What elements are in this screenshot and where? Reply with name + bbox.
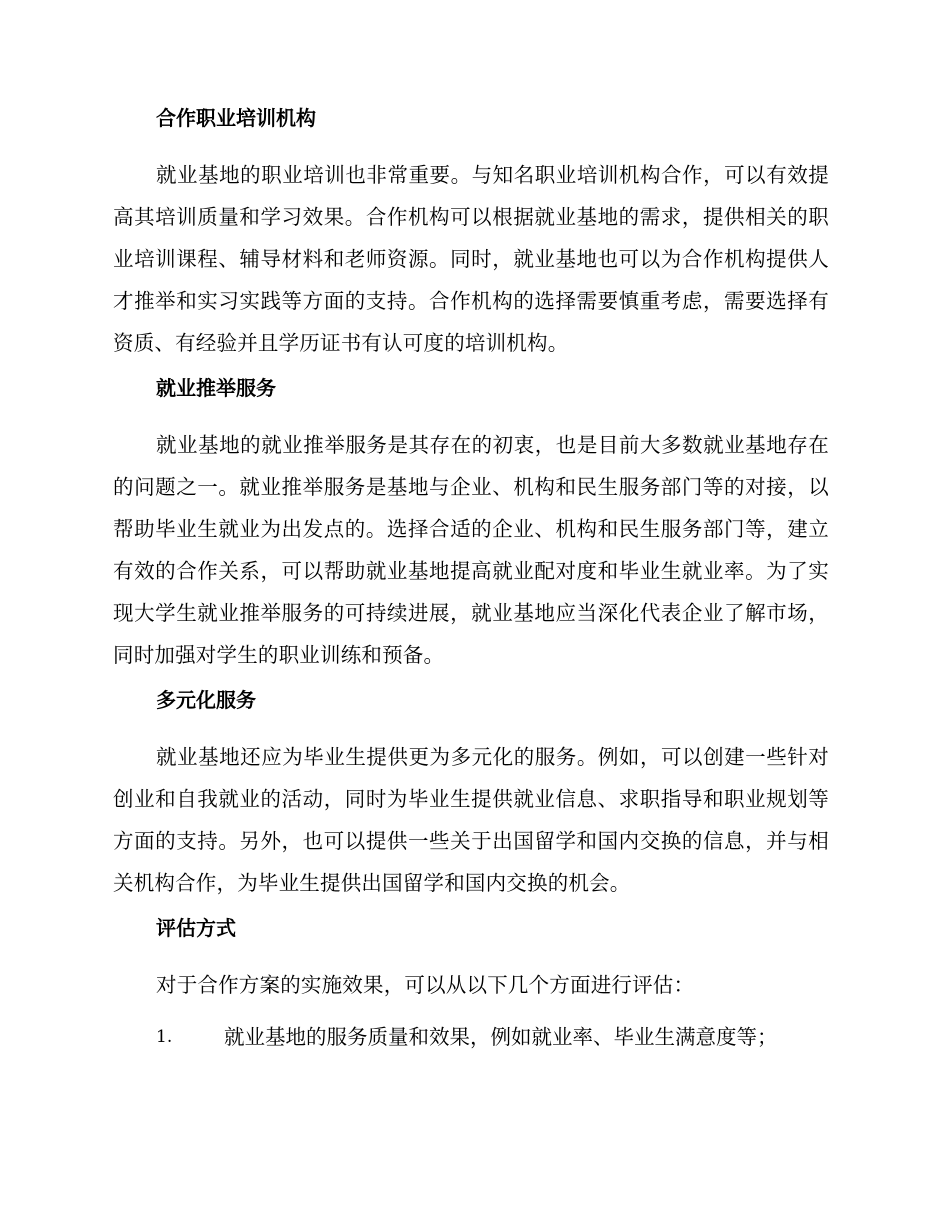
section-paragraph-job-recommendation: 就业基地的就业推举服务是其存在的初衷，也是目前大多数就业基地存在的问题之一。就业推举服务是基地与企业、机构和民生服务部门等的对接，以帮助毕业生就业为出发点的。选择合适的企业、机构和民生服务部门等，建立有效的合作关系，可以帮助就业基地提高就业配对度和毕业生就业率。为了实现大学生就业推举服务的可持续进展，就业基地应当深化代表企业了解市场，同时加强对学生的职业训练和预备。 xyxy=(113,433,829,667)
section-heading-partner-training: 合作职业培训机构 xyxy=(156,106,316,130)
section-paragraph-diversified-services: 就业基地还应为毕业生提供更为多元化的服务。例如，可以创建一些针对创业和自我就业的活动，同时为毕业生提供就业信息、求职指导和职业规划等方面的支持。另外，也可以提供一些关于出国留学和国内交换的信息，并与相关机构合作，为毕业生提供出国留学和国内交换的机会。 xyxy=(113,745,829,895)
section-heading-diversified-services: 多元化服务 xyxy=(156,688,256,712)
document-page xyxy=(113,104,829,1058)
list-item-number: 1. xyxy=(156,1027,173,1047)
section-paragraph-evaluation: 对于合作方案的实施效果，可以从以下几个方面进行评估： xyxy=(156,973,695,997)
list-item xyxy=(113,1016,829,1058)
section-paragraph-partner-training: 就业基地的职业培训也非常重要。与知名职业培训机构合作，可以有效提高其培训质量和学习效果。合作机构可以根据就业基地的需求，提供相关的职业培训课程、辅导材料和老师资源。同时，就业基地也可以为合作机构提供人才推举和实习实践等方面的支持。合作机构的选择需要慎重考虑，需要选择有资质、有经验并且学历证书有认可度的培训机构。 xyxy=(113,163,829,355)
list-item-text: 就业基地的服务质量和效果，例如就业率、毕业生满意度等； xyxy=(224,1025,778,1049)
section-heading-job-recommendation: 就业推举服务 xyxy=(156,376,276,400)
section-heading-evaluation: 评估方式 xyxy=(156,916,236,940)
